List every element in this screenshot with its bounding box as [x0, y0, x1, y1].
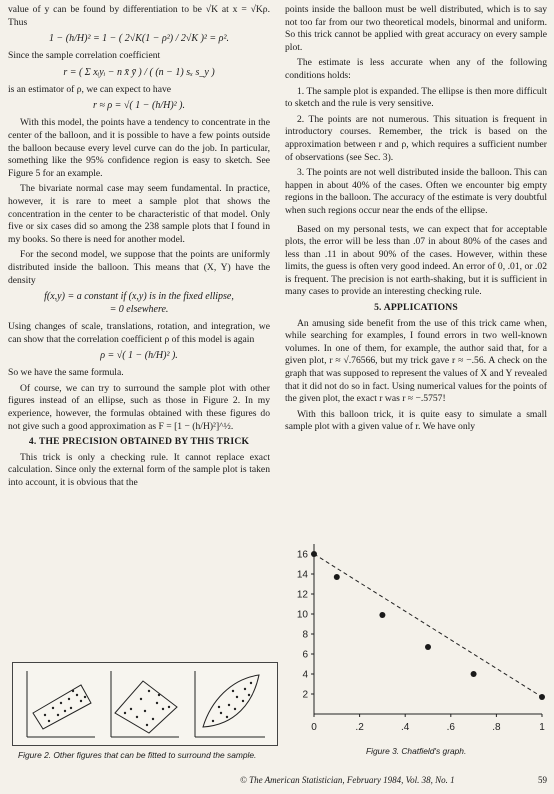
y-tick-label: 2 — [302, 689, 308, 701]
paragraph: With this balloon trick, it is quite easy to simulate a small sample plot with a given value of r. We have only — [285, 408, 547, 433]
figure-3-caption: Figure 3. Chatfield's graph. — [366, 746, 467, 756]
y-tick-label: 4 — [302, 669, 308, 681]
paragraph: Of course, we can try to surround the sample plot with other figures instead of an ellipse, such as those in Figure 2. In my experience, however, the formulas obtained with these figures do not give such a good approximation as F = [1 − (h/H)²]^½. — [8, 382, 270, 432]
since-text: Since the sample correlation coefficient — [8, 50, 161, 62]
x-tick-label: .8 — [492, 722, 501, 733]
intro-text: value of y can be found by differentiation to be √K at x = √Kρ. Thus — [8, 4, 270, 28]
left-column — [8, 4, 270, 493]
data-point — [425, 644, 431, 650]
data-point — [311, 551, 317, 557]
x-tick-label: 1 — [539, 722, 545, 733]
figure-2-drawing — [13, 663, 277, 745]
data-point — [471, 671, 477, 677]
estimator-text: is an estimator of ρ, we can expect to have — [8, 83, 172, 95]
figure-2-caption: Figure 2. Other figures that can be fitted to surround the sample. — [18, 750, 257, 760]
section-heading-5: 5. APPLICATIONS — [374, 302, 458, 314]
parallelogram-shape — [33, 685, 91, 729]
paragraph: The bivariate normal case may seem fundamental. In practice, however, it is rare to meet a sample plot that shows the concentration in the center to be characteristic of that model. Only five or six cases did so among the 238 sample plots that I found in my books. So there is need for another model. — [8, 183, 270, 245]
x-tick-label: .2 — [355, 722, 364, 733]
paragraph: The estimate is less accurate when any of the following conditions holds: — [285, 57, 547, 81]
paragraph: So we have the same formula. — [8, 367, 124, 379]
x-tick-label: .4 — [401, 722, 410, 733]
paragraph: An amusing side benefit from the use of this trick came when, while searching for examples, I found errors in two well-known volumes. In one of them, for example, the author said that, for a given plot, r ≈ √.76566, but my trick gave r ≈ −.56. A check on the graph that was supposed to represent the values of X and Y revealed that it did not do so in fact. Using numerical values for the points of the given plot, the exact r was r ≈ −.5757! — [285, 317, 547, 405]
y-tick-label: 10 — [296, 609, 308, 621]
y-tick-label: 6 — [302, 649, 308, 661]
x-tick-label: 0 — [311, 722, 317, 733]
page-number: 59 — [538, 775, 547, 785]
equation-1: 1 − (h/H)² = 1 − ( 2√K(1 − ρ²) / 2√K )² = ρ². — [49, 33, 229, 45]
equation-2: r = ( Σ xᵢyᵢ − n x̄ ȳ ) / ( (n − 1) sₓ s_y ) — [63, 66, 215, 78]
chatfield-chart — [290, 536, 552, 734]
y-tick-label: 8 — [302, 629, 308, 641]
data-point — [334, 574, 340, 580]
y-tick-label: 16 — [296, 549, 308, 561]
conditions-list — [285, 86, 547, 218]
data-point — [379, 612, 385, 618]
paragraph: With this model, the points have a tendency to concentrate in the center of the balloon, and it is possible to have a few points outside the balloon because every level curve can do the job. In particular, something like the 95% confidence region is easy to sketch. See Figure 5 for an example. — [8, 117, 270, 179]
section-heading-4: 4. THE PRECISION OBTAINED BY THIS TRICK — [28, 436, 250, 448]
equation-4: f(x,y) = a constant if (x,y) is in the fixed ellipse, = 0 elsewhere. — [44, 291, 234, 316]
right-column — [285, 4, 547, 437]
x-tick-label: .6 — [446, 722, 455, 733]
figure-2 — [12, 662, 278, 746]
paragraph: points inside the balloon must be well distributed, which is to say not too far from our two theoretical models, binormal and uniform. So this trick cannot be applied with great accuracy on every sample plot. — [285, 4, 547, 53]
trend-line — [314, 554, 542, 697]
equation-5: ρ = √( 1 − (h/H)² ). — [100, 350, 178, 362]
footer-citation: © The American Statistician, February 1984, Vol. 38, No. 1 — [240, 775, 455, 785]
equation-3: r ≈ ρ = √( 1 − (h/H)² ). — [93, 100, 185, 112]
y-tick-label: 14 — [296, 569, 308, 581]
list-item: 2. The points are not numerous. This situation is frequent in introductory courses. Remember, the trick is based on the approximation between r and ρ, which requires a sufficient number of observations (see Sec. 3). — [285, 113, 547, 163]
paragraph: Based on my personal tests, we can expect that for acceptable plots, the error will be less than .07 in about 80% of the cases and less than .11 in about 90% of the cases. However, within these limits, the guess is often very good indeed. An error of 0, .01, or .02 is frequent. The precision is not earth-shaking, but it is sufficient in many cases to provide an interesting checking rule. — [285, 223, 547, 298]
list-item: 1. The sample plot is expanded. The ellipse is then more difficult to sketch and the rule is very sensitive. — [285, 85, 547, 110]
data-point — [539, 694, 545, 700]
y-tick-label: 12 — [296, 589, 308, 601]
paragraph: For the second model, we suppose that the points are uniformly distributed inside the balloon. This means that (X, Y) have the density — [8, 249, 270, 286]
list-item: 3. The points are not well distributed inside the balloon. This can happen in about 40% of the cases. Often we encounter big empty regions in the balloon. The accuracy of the estimate is very doubtful when such regions occur near the ends of the ellipse. — [285, 167, 547, 216]
paragraph: Using changes of scale, translations, rotation, and integration, we can show that the correlation coefficient ρ of this model is again — [8, 321, 270, 345]
paragraph: This trick is only a checking rule. It cannot replace exact calculation. Since only the external form of the sample plot is taken into account, it is obvious that the — [8, 451, 270, 489]
